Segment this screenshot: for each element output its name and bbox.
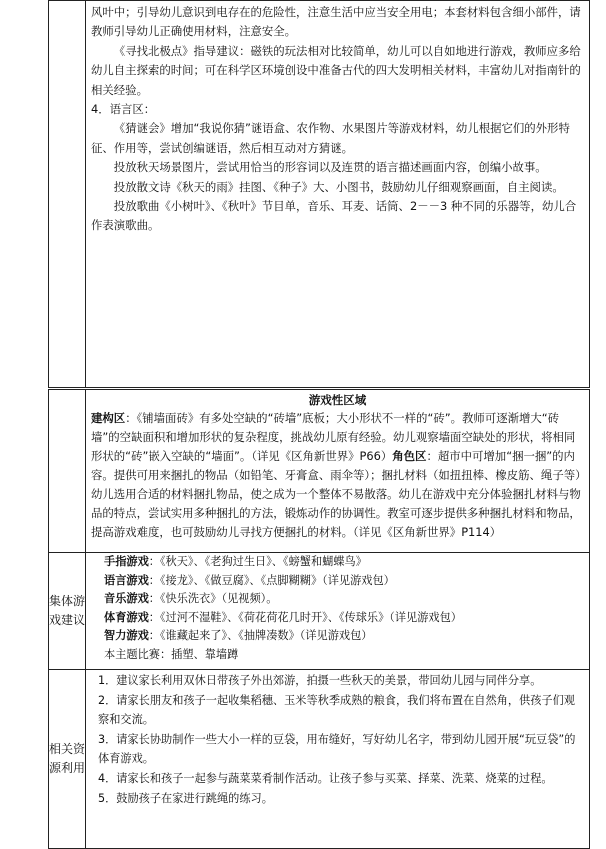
game-zone-text <box>86 409 589 542</box>
group-games-cell <box>86 553 590 670</box>
resource-item: 5．鼓励孩子在家进行跳绳的练习。 <box>98 791 273 805</box>
build-text: ：《铺墙面砖》有多处空缺的“砖墙”底板；大小形状不一样的“砖”。教师可逐渐增大“砖墙”的空缺面积和增加形状的复杂程度，挑战幼儿原有经验。幼儿观察墙面空缺处的形状，将相同形状的“砖”嵌入空缺的“墙面”。（详见《区角新世界》P66） <box>91 411 576 463</box>
game-zone-title: 游戏性区域 <box>308 393 367 407</box>
paragraph: 投放秋天场景图片，尝试用恰当的形容词以及连贯的语言描述画面内容，创编小故事。 <box>113 160 547 175</box>
paragraph: 4．语言区： <box>91 102 156 117</box>
resource-item: 4．请家长和孩子一起参与蔬菜菜肴制作活动。让孩子参与买菜、择菜、洗菜、烧菜的过程。 <box>98 771 553 785</box>
game-zone-cell <box>86 389 590 553</box>
paragraph: 投放散文诗《秋天的雨》挂图、《种子》大、小图书，鼓励幼儿仔细观察画面，自主阅读。 <box>113 179 564 194</box>
game-text: ：《快乐洗衣》（见视频）。 <box>148 592 278 606</box>
content-cell <box>86 1 590 389</box>
resources-cell <box>86 670 590 849</box>
section1-text <box>86 1 589 236</box>
game-row <box>104 609 583 628</box>
game-type: 语言游戏 <box>104 573 149 587</box>
game-text: ：《秋天》、《老狗过生日》、《螃蟹和蝴蝶鸟》 <box>148 555 367 568</box>
contest-text: 本主题比赛：插塑、靠墙蹲 <box>104 647 239 661</box>
plan-table <box>48 0 590 849</box>
role-label: 角色区 <box>392 449 427 463</box>
game-row <box>104 590 583 609</box>
role-text: ：超市中可增加“捆一捆”的内容。提供可用来捆扎的物品（如铅笔、牙膏盒、雨伞等）；捆扎材料（如扭扭棒、橡皮筋、绳子等）幼儿选用合适的材料捆扎物品，使之成为一个整体不易散落。幼儿在游戏中充分体验捆扎材料与物品的特点，尝试实用多种捆扎的方法，锻炼动作的协调性。教室可逐步提供多种捆扎材料和物品，提高游戏难度，也可鼓励幼儿寻找方便捆扎的材料。（详见《区角新世界》P114） <box>91 449 581 539</box>
paragraph: 风叶中；引导幼儿意识到电存在的危险性，注意生活中应当安全用电；本套材料包含细小部件，请教师引导幼儿正确使用材料，注意安全。 <box>91 5 581 39</box>
game-row <box>104 646 583 665</box>
group-games-list <box>86 553 589 665</box>
resources-list <box>86 670 589 808</box>
game-row <box>104 572 583 591</box>
game-zone-row <box>49 389 590 553</box>
game-text: ：《过河不湿鞋》、《荷花荷花几时开》、《传球乐》（详见游戏包） <box>148 610 462 624</box>
build-label: 建构区 <box>91 411 126 425</box>
group-games-label: 集体游戏建议 <box>49 594 86 627</box>
paragraph: 投放歌曲《小树叶》、《秋叶》节目单，音乐、耳麦、话筒、2－－3 种不同的乐器等，幼儿合作表演歌曲。 <box>91 199 577 233</box>
game-type: 智力游戏 <box>104 629 149 643</box>
resource-item: 3．请家长协助制作一些大小一样的豆袋，用布缝好，写好幼儿名字，带到幼儿园开展“玩豆袋”的体育游戏。 <box>98 732 576 766</box>
resources-row <box>49 670 590 849</box>
paragraph <box>91 409 583 542</box>
group-games-row <box>49 553 590 670</box>
resource-item: 2．请家长朋友和孩子一起收集稻穗、玉米等秋季成熟的粮食，我们将布置在自然角，供孩子们观察和交流。 <box>98 693 575 727</box>
language-area-row <box>49 1 590 389</box>
game-type: 体育游戏 <box>104 610 149 624</box>
game-row <box>104 553 583 572</box>
paragraph: 《寻找北极点》指导建议：磁铁的玩法相对比较简单，幼儿可以自如地进行游戏，教师应多给幼儿自主探索的时间；可在科学区环境创设中准备古代的四大发明相关材料，丰富幼儿对指南针的相关经验。 <box>91 43 581 97</box>
resources-label: 相关资源利用 <box>49 742 86 775</box>
paragraph: 《猜谜会》增加“我说你猜”谜语盒、农作物、水果图片等游戏材料，幼儿根据它们的外形特征、作用等，尝试创编谜语，然后相互动对方猜谜。 <box>91 121 570 155</box>
game-text: ：《谁藏起来了》、《抽牌凑数》（详见游戏包） <box>148 629 373 643</box>
game-type: 手指游戏 <box>104 555 149 568</box>
left-cell-empty <box>49 1 86 389</box>
resource-item: 1．建议家长利用双休日带孩子外出郊游，拍摄一些秋天的美景，带回幼儿园与同伴分享。 <box>98 674 542 687</box>
group-games-label-cell <box>49 553 86 670</box>
game-type: 音乐游戏 <box>104 592 149 606</box>
left-cell-empty <box>49 389 86 553</box>
game-row <box>104 627 583 646</box>
game-text: ：《接龙》、《做豆腐》、《点脚糊糊》（详见游戏包） <box>148 573 395 587</box>
resources-label-cell <box>49 670 86 849</box>
